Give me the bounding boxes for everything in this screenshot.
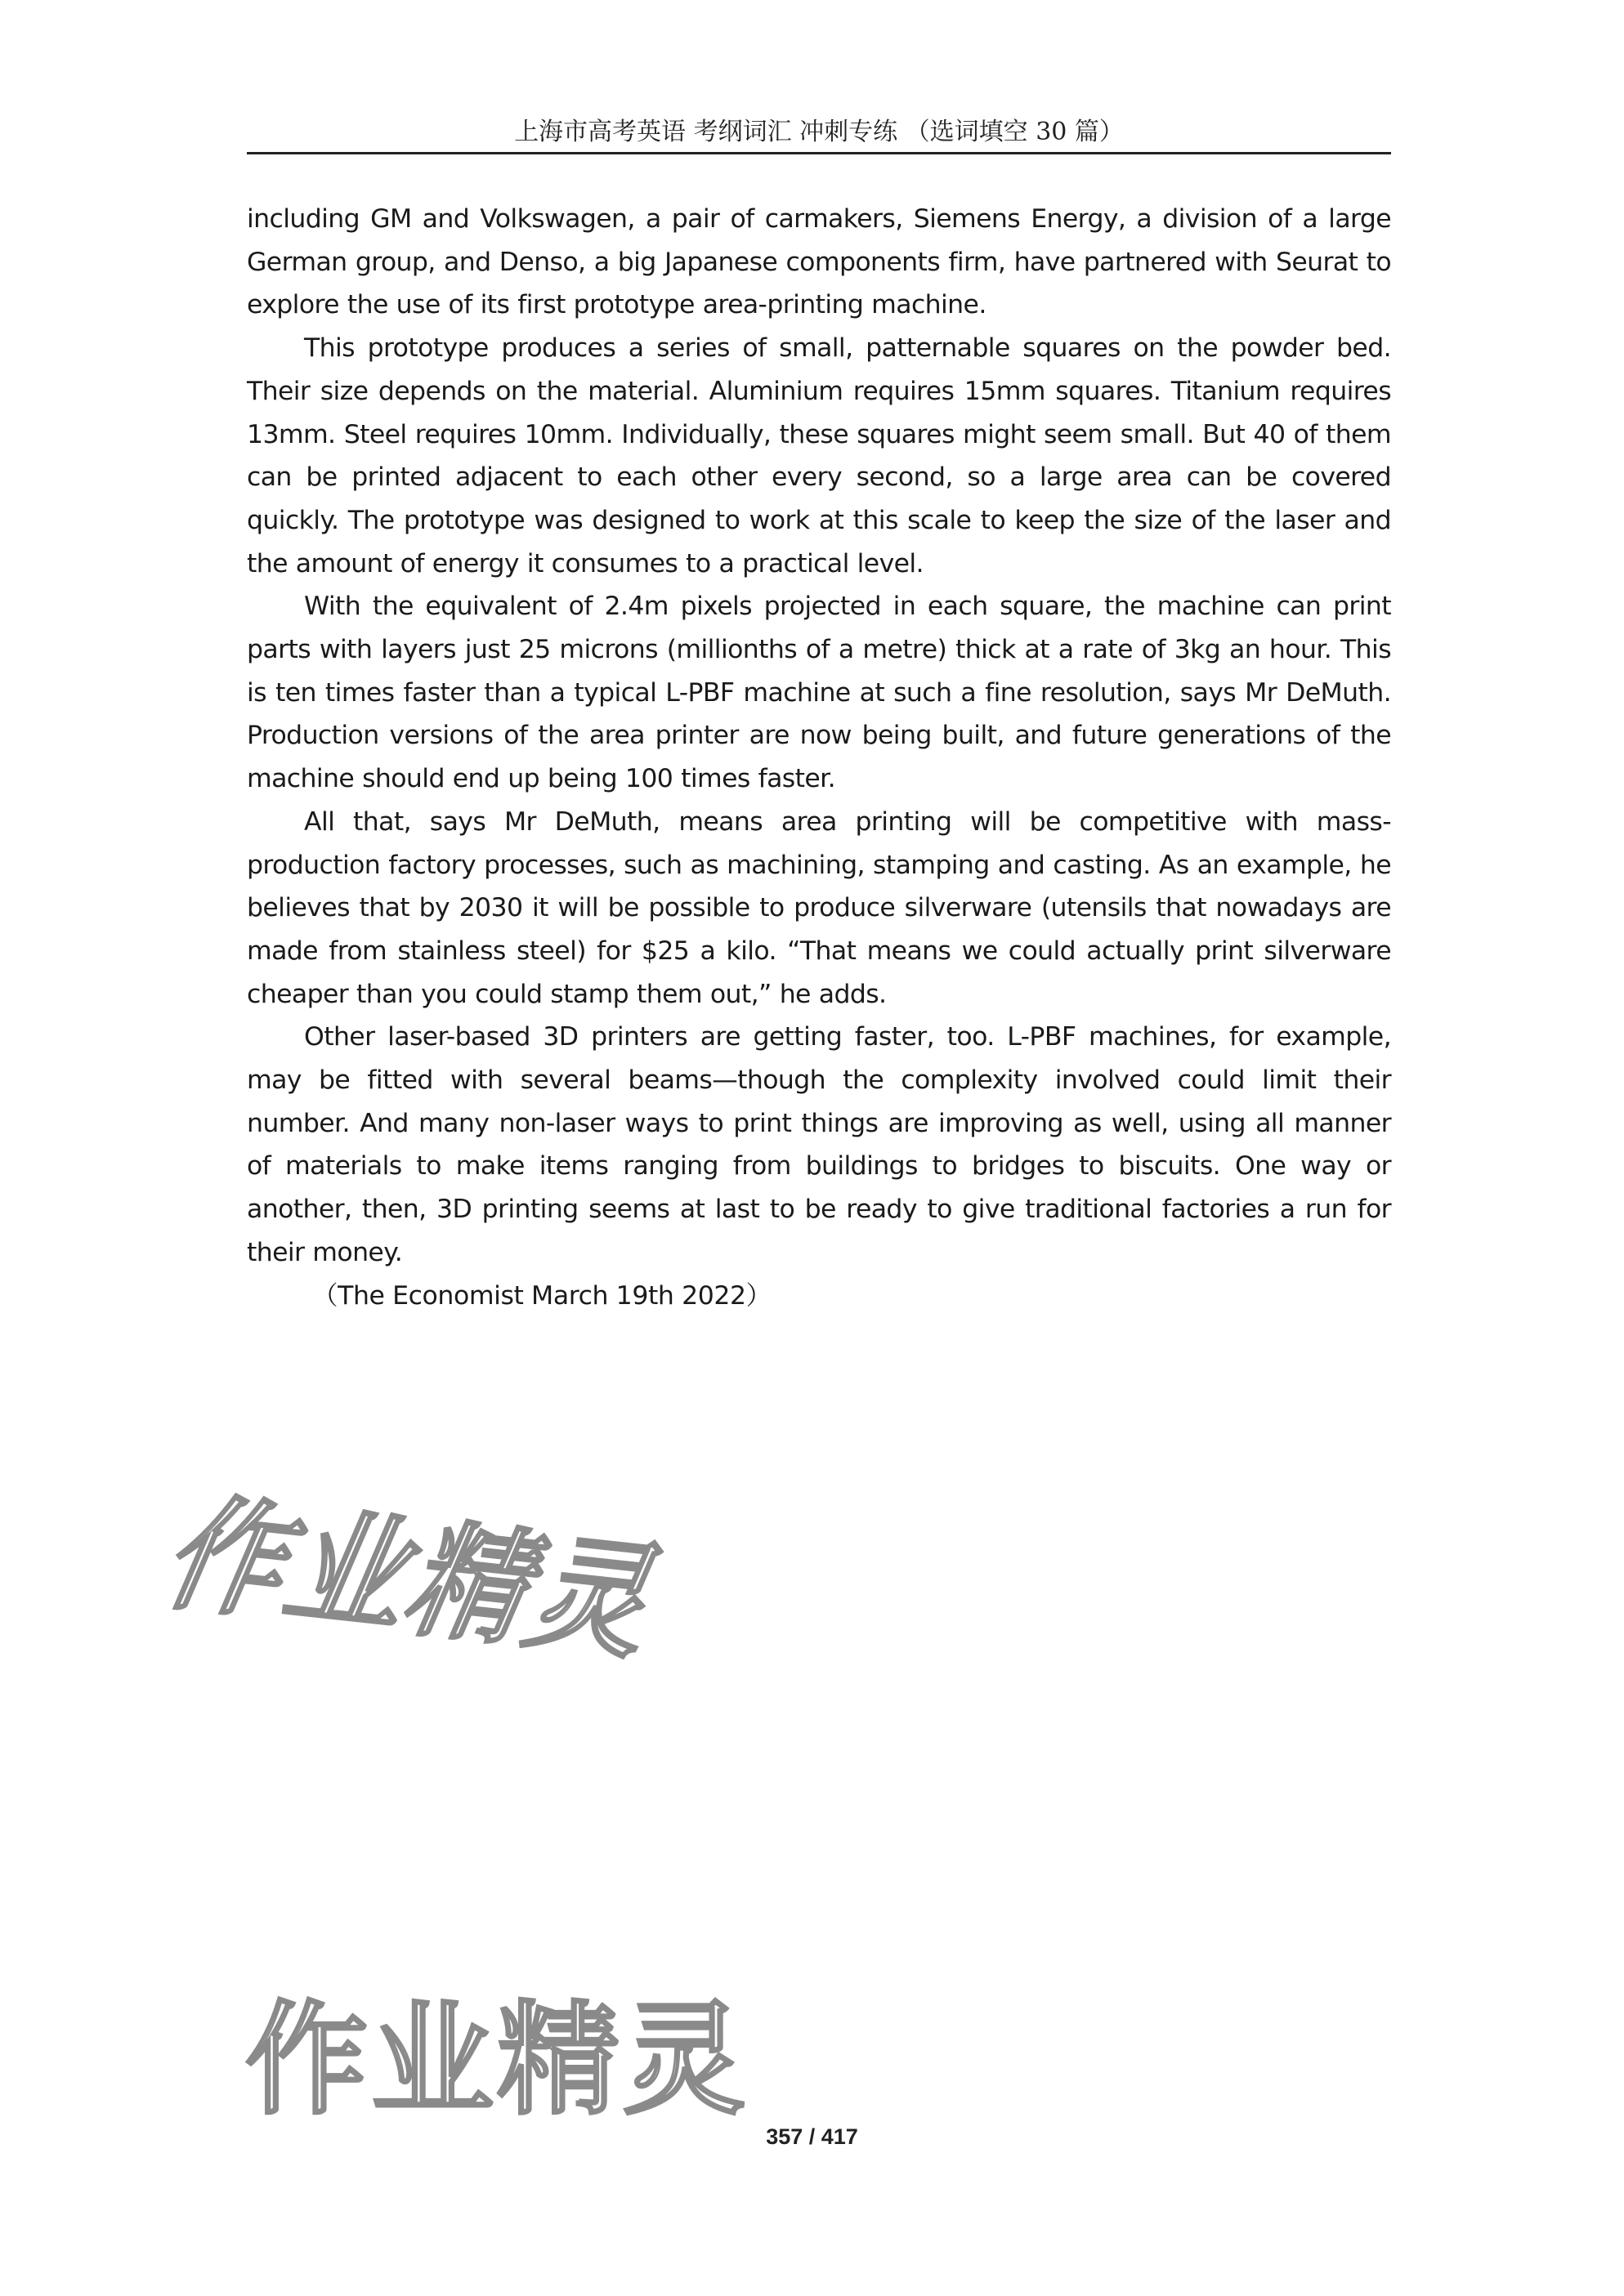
article-body <box>247 198 1391 1317</box>
page-header <box>247 113 1391 154</box>
article-paragraph-3: With the equivalent of 2.4m pixels projected in each square, the machine can print parts with layers just 25 microns (millionths of a metre) thick at a rate of 3kg an hour. This is ten times faster than a typical L-PBF machine at such a fine resolution, says Mr DeMuth. Production versions of the area printer are now being built, and future generations of the machine should end up being 100 times faster. <box>247 592 1391 794</box>
article-source: （The Economist March 19th 2022） <box>312 1280 772 1311</box>
header-title: 上海市高考英语 考纲词汇 冲刺专练 （选词填空 30 篇） <box>514 118 1124 146</box>
article-paragraph-2: This prototype produces a series of small, patternable squares on the powder bed. Their size depends on the material. Aluminium requires 15mm squares. Titanium requires 13mm. Steel requires 10mm. Individually, these squares might seem small. But 40 of them can be printed adjacent to each other every second, so a large area can be covered quickly. The prototype was designed to work at this scale to keep the size of the laser and the amount of energy it consumes to a practical level. <box>247 333 1391 578</box>
watermark-logo: 作业精灵 <box>145 1482 691 1677</box>
page-number: 357 / 417 <box>766 2124 858 2149</box>
article-paragraph-1: including GM and Volkswagen, a pair of carmakers, Siemens Energy, a division of a large German group, and Denso, a big Japanese components firm, have partnered with Seurat to explore the use of its first prototype area-printing machine. <box>247 204 1391 320</box>
article-paragraph-4: All that, says Mr DeMuth, means area printing will be competitive with mass-production factory processes, such as machining, stamping and casting. As an example, he believes that by 2030 it will be possible to produce silverware (utensils that nowadays are made from stainless steel) for $25 a kilo. “That means we could actually print silverware cheaper than you could stamp them out,” he adds. <box>247 806 1391 1009</box>
article-paragraph-5: Other laser-based 3D printers are getting faster, too. L-PBF machines, for example, may be fitted with several beams—though the complexity involved could limit their number. And many non-laser ways to print things are improving as well, using all manner of materials to make items ranging from buildings to bridges to biscuits. One way or another, then, 3D printing seems at last to be ready to give traditional factories a run for their money. <box>247 1022 1391 1267</box>
watermark-logo: 作业精灵 <box>245 1990 749 2132</box>
